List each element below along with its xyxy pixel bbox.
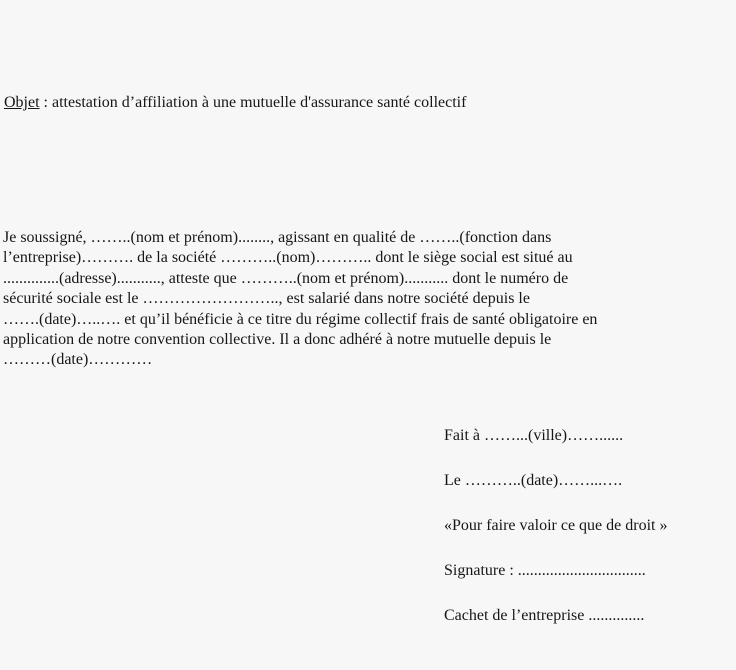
body-line: ..............(adresse)..........., atteste que ………..(nom et prénom)........... dont le numéro de bbox=[3, 269, 569, 287]
subject-separator: : bbox=[39, 94, 52, 111]
closing-block bbox=[444, 426, 667, 651]
closing-line-fait-a: Fait à ……...(ville)……...... bbox=[444, 427, 624, 444]
closing-line-motto: «Pour faire valoir ce que de droit » bbox=[444, 517, 668, 534]
body-line: application de notre convention collective. Il a donc adhéré à notre mutuelle depuis le bbox=[3, 331, 552, 349]
body-line: Je soussigné, ……..(nom et prénom)........, agissant en qualité de ……..(fonction dans bbox=[3, 229, 552, 246]
subject-text: attestation d’affiliation à une mutuelle d'assurance santé collectif bbox=[52, 94, 467, 111]
body-line: sécurité sociale est le …………………….., est salarié dans notre société depuis le bbox=[3, 290, 530, 308]
closing-line-signature: Signature : ................................ bbox=[444, 562, 646, 579]
subject-label: Objet bbox=[4, 94, 40, 111]
subject-line bbox=[4, 94, 466, 112]
closing-line-cachet: Cachet de l’entreprise .............. bbox=[444, 607, 645, 624]
body-paragraph bbox=[3, 228, 735, 371]
closing-line-le-date: Le ………..(date)……...…. bbox=[444, 472, 623, 489]
body-line: ………(date)………… bbox=[3, 351, 153, 369]
body-line: …….(date)…..…. et qu’il bénéficie à ce titre du régime collectif frais de santé obligatoire en bbox=[3, 310, 598, 328]
body-line: l’entreprise)………. de la société ………..(nom)……….. dont le siège social est situé au bbox=[3, 249, 573, 267]
